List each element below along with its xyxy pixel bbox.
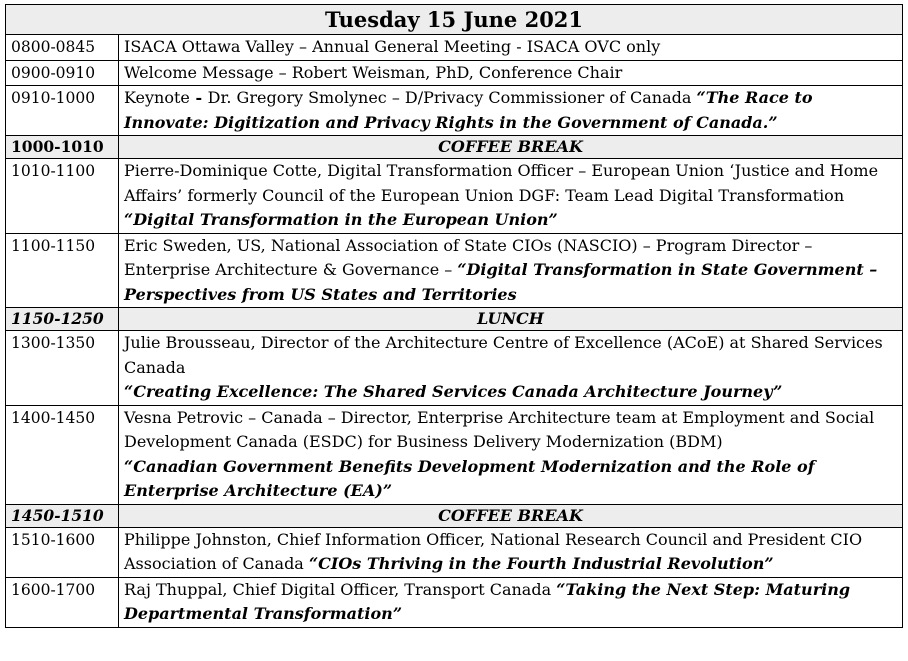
session-text: Raj Thuppal, Chief Digital Officer, Transport Canada — [124, 579, 557, 599]
session-row — [6, 577, 903, 627]
talk-title: “Digital Transformation in State Government – Perspectives from US States and Territories — [124, 260, 878, 304]
session-time: 1600-1700 — [6, 577, 119, 627]
session-row — [6, 527, 903, 577]
session-description — [119, 60, 903, 86]
session-row — [6, 233, 903, 308]
session-row — [6, 331, 903, 406]
session-text: ISACA Ottawa Valley – Annual General Meeting - ISACA OVC only — [124, 37, 661, 56]
session-row — [6, 35, 903, 61]
break-row — [6, 308, 903, 331]
break-time: 1150-1250 — [6, 308, 119, 331]
session-description — [119, 405, 903, 504]
break-time: 1000-1010 — [6, 136, 119, 159]
session-time: 1100-1150 — [6, 233, 119, 308]
schedule-title: Tuesday 15 June 2021 — [6, 5, 903, 35]
session-description — [119, 527, 903, 577]
talk-title: “CIOs Thriving in the Fourth Industrial Revolution” — [308, 554, 774, 573]
session-text: Welcome Message – Robert Weisman, PhD, Conference Chair — [124, 62, 623, 82]
session-text: Dr. Gregory Smolynec – D/Privacy Commissioner of Canada — [207, 88, 697, 107]
session-text: Julie Brousseau, Director of the Architecture Centre of Excellence (ACoE) at Shared Services Canada — [124, 333, 883, 377]
talk-title: “Canadian Government Benefits Development Modernization and the Role of Enterprise Architecture (EA)” — [124, 456, 815, 500]
session-row — [6, 159, 903, 234]
talk-title: “The Race to Innovate: Digitization and Privacy Rights in the Government of Canada.” — [124, 88, 813, 132]
session-description — [119, 577, 903, 627]
session-description — [119, 331, 903, 406]
break-label: COFFEE BREAK — [119, 136, 903, 159]
session-text: Eric Sweden, US, National Association of State CIOs (NASCIO) – Program Director – Enterprise Architecture & Governance – — [124, 235, 813, 279]
talk-title: “Taking the Next Step: Maturing Departmental Transformation” — [124, 579, 851, 623]
break-row — [6, 504, 903, 527]
session-row — [6, 60, 903, 86]
session-time: 1010-1100 — [6, 159, 119, 234]
break-row — [6, 136, 903, 159]
session-row — [6, 405, 903, 504]
session-description — [119, 86, 903, 136]
session-time: 0800-0845 — [6, 35, 119, 61]
session-time: 1400-1450 — [6, 405, 119, 504]
session-time: 0910-1000 — [6, 86, 119, 136]
session-description — [119, 159, 903, 234]
keynote-separator: - — [189, 88, 208, 107]
talk-title: “Digital Transformation in the European Union” — [124, 210, 558, 229]
session-time: 0900-0910 — [6, 60, 119, 86]
session-text: Pierre-Dominique Cotte, Digital Transformation Officer – European Union ‘Justice and Home Affairs’ formerly Council of the European Union DGF: Team Lead Digital Transformation — [124, 161, 879, 205]
session-text: Vesna Petrovic – Canada – Director, Enterprise Architecture team at Employment and Social Development Canada (ESDC) for Business Delivery Modernization (BDM) — [124, 407, 875, 451]
session-description — [119, 233, 903, 308]
break-time: 1450-1510 — [6, 504, 119, 527]
session-time: 1300-1350 — [6, 331, 119, 406]
break-label: LUNCH — [119, 308, 903, 331]
session-row — [6, 86, 903, 136]
schedule-header-row — [6, 5, 903, 35]
keynote-label: Keynote — [124, 88, 190, 107]
schedule-table — [5, 4, 903, 628]
break-label: COFFEE BREAK — [119, 504, 903, 527]
session-description — [119, 35, 903, 61]
session-time: 1510-1600 — [6, 527, 119, 577]
session-text: Philippe Johnston, Chief Information Officer, National Research Council and President CIO Association of Canada — [124, 529, 863, 573]
talk-title: “Creating Excellence: The Shared Services Canada Architecture Journey” — [124, 382, 783, 401]
